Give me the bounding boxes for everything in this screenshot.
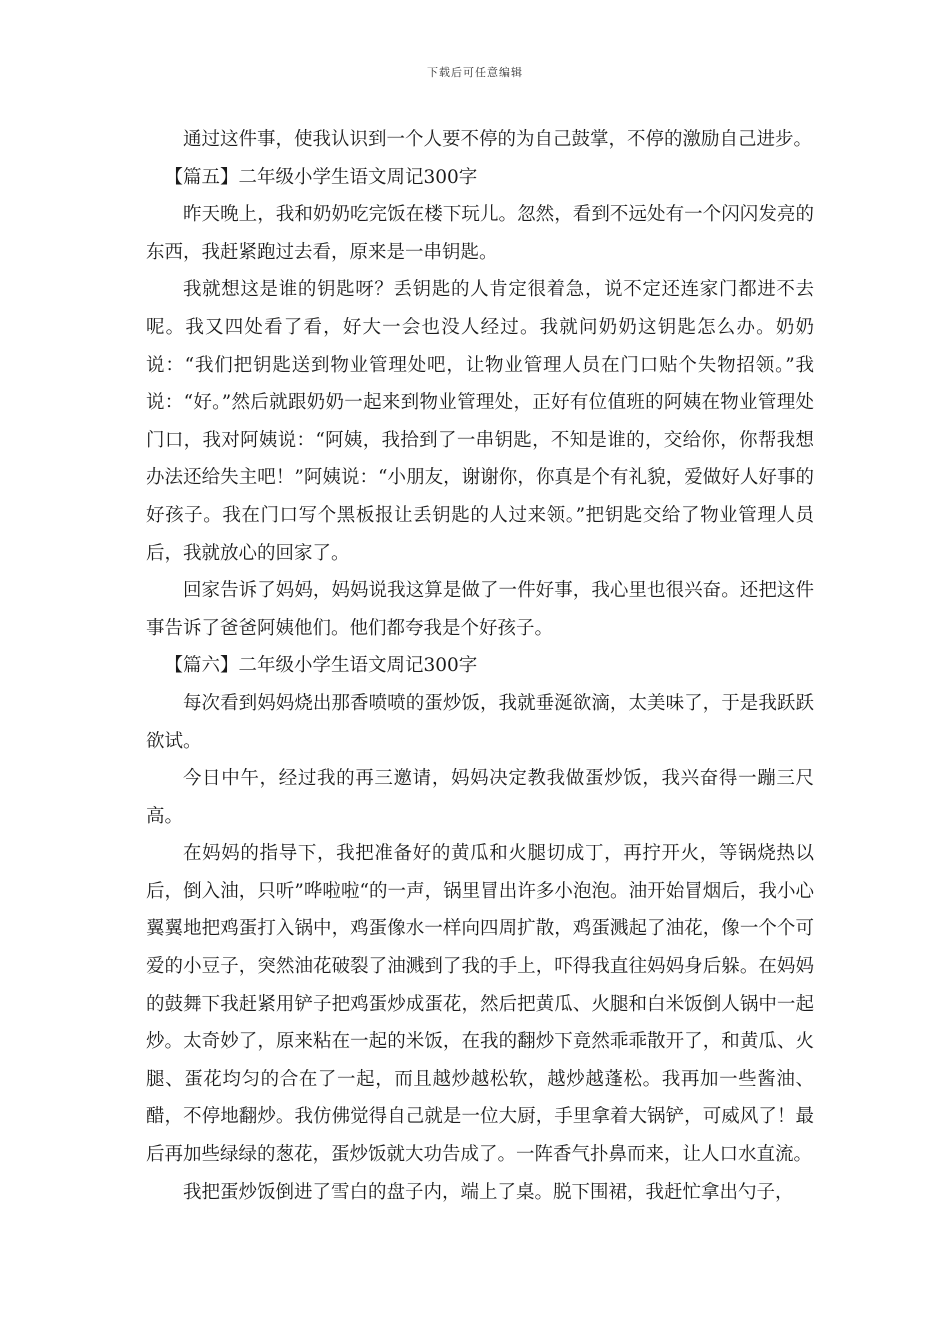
paragraph: 回家告诉了妈妈，妈妈说我这算是做了一件好事，我心里也很兴奋。还把这件事告诉了爸爸阿姨他们。他们都夸我是个好孩子。 bbox=[146, 580, 814, 639]
paragraph: 我就想这是谁的钥匙呀？丢钥匙的人肯定很着急，说不定还连家门都进不去呢。我又四处看了看，好大一会也没人经过。我就问奶奶这钥匙怎么办。奶奶说：“我们把钥匙送到物业管理处吧，让物业管理人员在门口贴个失物招领。”我说：“好。”然后就跟奶奶一起来到物业管理处，正好有位值班的阿姨在物业管理处门口，我对阿姨说：“阿姨，我拾到了一串钥匙，不知是谁的，交给你，你帮我想办法还给失主吧！”阿姨说：“小朋友，谢谢你，你真是个有礼貌，爱做好人好事的好孩子。我在门口写个黑板报让丢钥匙的人过来领。”把钥匙交给了物业管理人员后，我就放心的回家了。 bbox=[146, 279, 814, 564]
paragraph: 昨天晚上，我和奶奶吃完饭在楼下玩儿。忽然，看到不远处有一个闪闪发亮的东西，我赶紧跑过去看，原来是一串钥匙。 bbox=[146, 204, 814, 263]
page-header: 下载后可任意编辑 bbox=[427, 66, 523, 79]
document-body bbox=[146, 121, 814, 1211]
paragraph: 通过这件事，使我认识到一个人要不停的为自己鼓掌，不停的激励自己进步。 bbox=[183, 129, 813, 150]
section-heading: 【篇六】二年级小学生语文周记300字 bbox=[164, 655, 478, 677]
paragraph: 我把蛋炒饭倒进了雪白的盘子内，端上了桌。脱下围裙，我赶忙拿出勺子， bbox=[183, 1181, 794, 1203]
paragraph: 在妈妈的指导下，我把准备好的黄瓜和火腿切成丁，再拧开火，等锅烧热以后，倒入油，只听”哗啦啦“的一声，锅里冒出许多小泡泡。油开始冒烟后，我小心翼翼地把鸡蛋打入锅中，鸡蛋像水一样向四周扩散，鸡蛋溅起了油花，像一个个可爱的小豆子，突然油花破裂了油溅到了我的手上，吓得我直往妈妈身后躲。在妈妈的鼓舞下我赶紧用铲子把鸡蛋炒成蛋花，然后把黄瓜、火腿和白米饭倒人锅中一起炒。太奇妙了，原来粘在一起的米饭，在我的翻炒下竟然乖乖散开了，和黄瓜、火腿、蛋花均匀的合在了一起，而且越炒越松软，越炒越蓬松。我再加一些酱油、醋，不停地翻炒。我仿佛觉得自己就是一位大厨，手里拿着大锅铲，可威风了！最后再加些绿绿的葱花，蛋炒饭就大功告成了。一阵香气扑鼻而来，让人口水直流。 bbox=[146, 843, 814, 1166]
paragraph: 每次看到妈妈烧出那香喷喷的蛋炒饭，我就垂涎欲滴，太美味了，于是我跃跃欲试。 bbox=[146, 692, 814, 752]
section-heading: 【篇五】二年级小学生语文周记300字 bbox=[164, 166, 478, 188]
paragraph: 今日中午，经过我的再三邀请，妈妈决定教我做蛋炒饭，我兴奋得一蹦三尺高。 bbox=[146, 768, 814, 827]
